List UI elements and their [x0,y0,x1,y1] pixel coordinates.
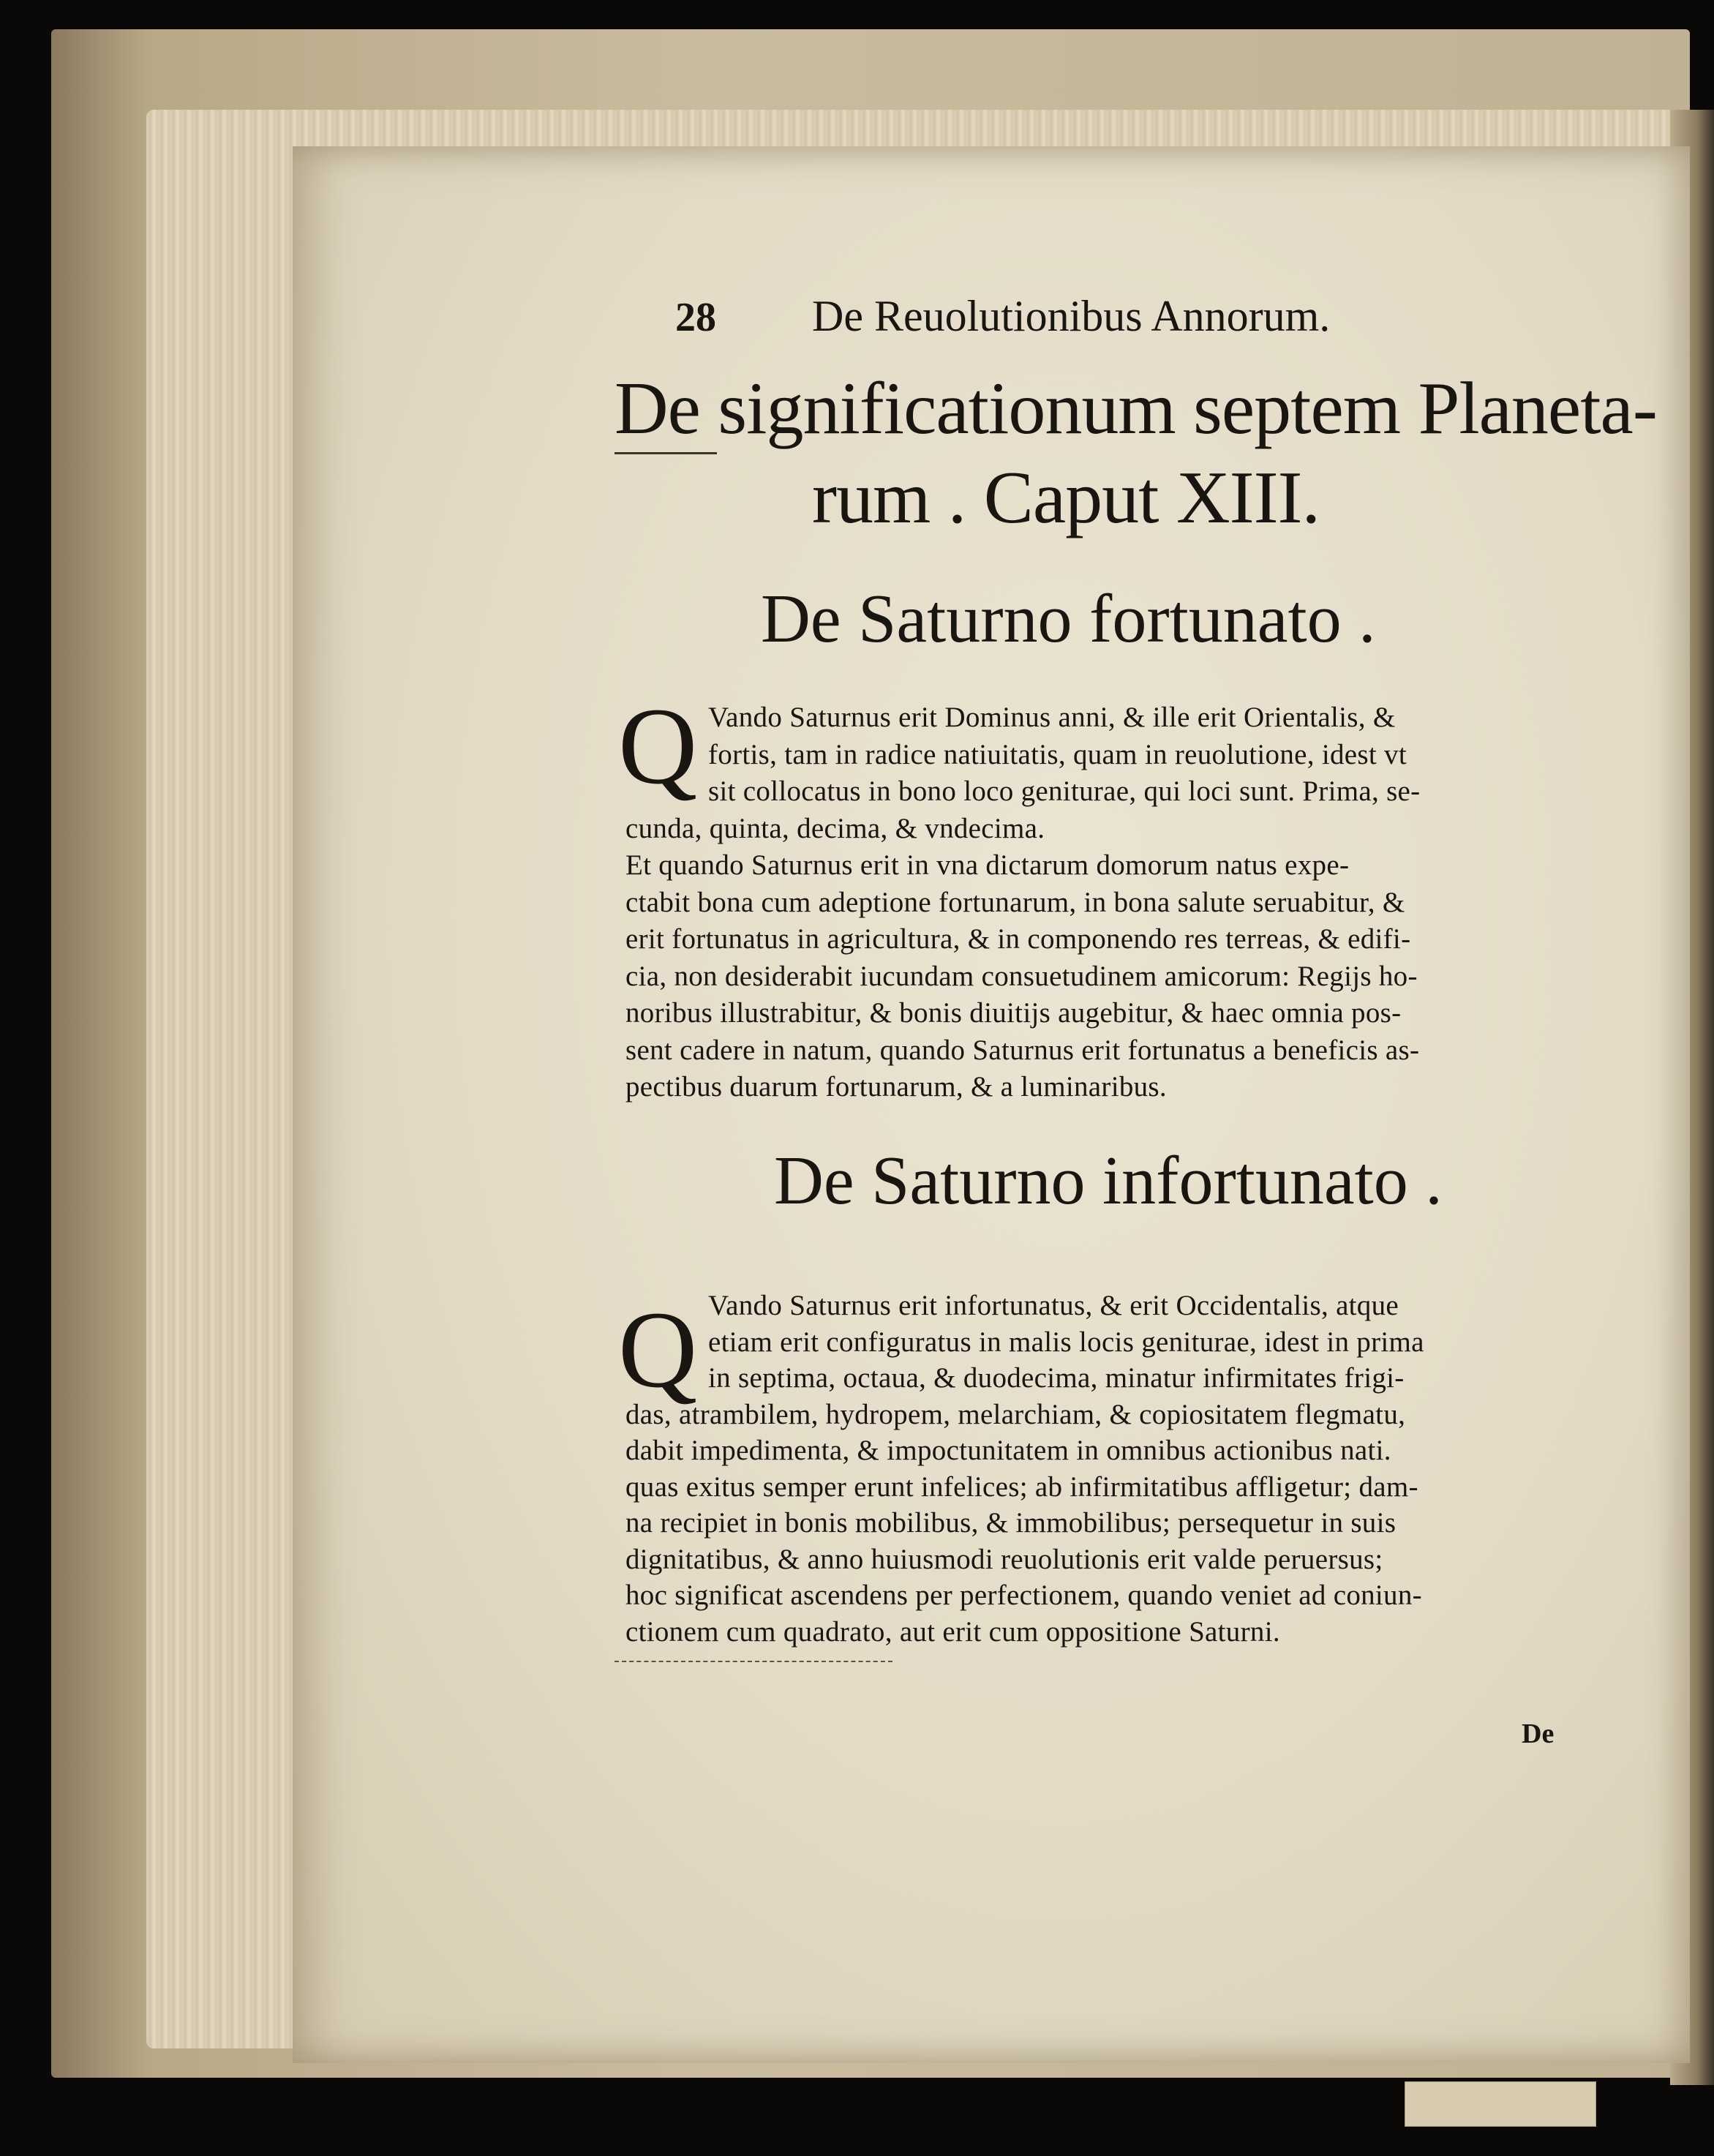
drop-cap-1: Q [618,686,698,807]
text-line: hoc significat ascendens per perfectionem, quando veniet ad coniun- [625,1580,1422,1611]
text-line: quas exitus semper erunt infelices; ab infirmitatibus affligetur; dam- [625,1470,1418,1503]
running-title: De Reuolutionibus Annorum. [812,292,1331,340]
text-line: fortis, tam in radice natiuitatis, quam in reuolutione, idest vt [708,738,1407,770]
text-line: Et quando Saturnus erit in vna dictarum domorum natus expe- [625,849,1350,881]
chapter-title-line2: rum . Caput XIII. [812,457,1320,539]
text-line: cia, non desiderabit iucundam consuetudinem amicorum: Regijs ho- [625,960,1418,992]
text-line: ctionem cum quadrato, aut erit cum oppositione Saturni. [625,1615,1280,1648]
chapter-title-line1: De significationum septem Planeta- [614,367,1657,450]
page-number: 28 [675,295,716,340]
bottom-dash-rule [614,1661,892,1662]
catchword: De [1522,1719,1555,1749]
text-line: dabit impedimenta, & impoctunitatem in omnibus actionibus nati. [625,1435,1391,1466]
section-heading-fortunato: De Saturno fortunato . [761,581,1376,657]
text-line: Vando Saturnus erit Dominus anni, & ille erit Orientalis, & [708,702,1396,733]
text-line: pectibus duarum fortunarum, & a luminaribus. [625,1071,1167,1103]
drop-cap-2: Q [618,1289,698,1411]
text-line: das, atrambilem, hydropem, melarchiam, & copiositatem flegmatu, [625,1398,1406,1430]
text-line: dignitatibus, & anno huiusmodi reuolutionis erit valde peruersus; [625,1543,1383,1575]
bookmark-tab [1405,2081,1596,2127]
text-line: sit collocatus in bono loco geniturae, qui loci sunt. Prima, se- [708,775,1421,807]
text-line: cunda, quinta, decima, & vndecima. [625,812,1045,844]
text-line: erit fortunatus in agricultura, & in componendo res terreas, & edifi- [625,923,1411,955]
text-line: ctabit bona cum adeptione fortunarum, in bona salute seruabitur, & [625,886,1405,918]
text-line: noribus illustrabitur, & bonis diuitijs augebitur, & haec omnia pos- [625,997,1402,1029]
text-line: in septima, octaua, & duodecima, minatur infirmitates frigi- [708,1362,1405,1394]
title-underline [614,452,717,454]
section-heading-infortunato: De Saturno infortunato . [774,1143,1443,1219]
text-line: Vando Saturnus erit infortunatus, & erit Occidentalis, atque [708,1290,1399,1321]
text-line: sent cadere in natum, quando Saturnus erit fortunatus a beneficis as- [625,1034,1420,1066]
text-line: etiam erit configuratus in malis locis geniturae, idest in prima [708,1326,1424,1358]
text-line: na recipiet in bonis mobilibus, & immobilibus; persequetur in suis [625,1507,1397,1539]
